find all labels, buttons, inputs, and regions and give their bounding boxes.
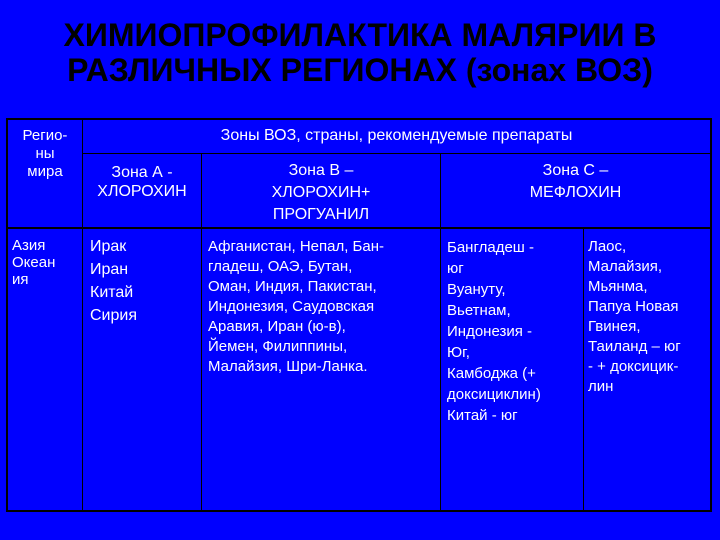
slide-title-line-1: ХИМИОПРОФИЛАКТИКА МАЛЯРИИ В xyxy=(63,17,657,53)
slide-title-line-2: РАЗЛИЧНЫХ РЕГИОНАХ (зонах ВОЗ) xyxy=(67,52,653,88)
zone-b-divider xyxy=(440,153,441,512)
zone-c-inner-divider xyxy=(583,229,584,512)
table-border-top xyxy=(6,118,712,120)
zones-header-divider xyxy=(82,153,712,154)
header-zone-a: Зона А - ХЛОРОХИН xyxy=(97,164,187,200)
header-zones: Зоны ВОЗ, страны, рекомендуемые препараты xyxy=(220,127,573,144)
header-zone-c: Зона С – МЕФЛОХИН xyxy=(529,162,622,201)
region-asia-oceania: Азия Океан ия xyxy=(12,237,56,288)
header-zone-b: Зона В – ХЛОРОХИН+ ПРОГУАНИЛ xyxy=(271,162,371,223)
slide-title xyxy=(0,18,720,88)
zone-c-countries-2: Лаос, Малайзия, Мьянма, Папуа Новая Гвинея, Таиланд – юг - + доксицик- лин xyxy=(588,238,681,395)
zone-a-countries: Ирак Иран Китай Сирия xyxy=(90,238,137,324)
zone-b-countries: Афганистан, Непал, Бан- гладеш, ОАЭ, Бутан, Оман, Индия, Пакистан, Индонезия, Саудовская Аравия, Иран (ю-в), Йемен, Филиппины, Малайзия, Шри-Ланка. xyxy=(208,238,385,375)
zone-c-countries-1: Бангладеш - юг Вуануту, Вьетнам, Индонезия - Юг, Камбоджа (+ доксициклин) Китай - юг xyxy=(447,239,541,424)
header-regions: Регио- ны мира xyxy=(22,127,68,180)
header-body-divider xyxy=(6,227,712,229)
table-border-bottom xyxy=(6,510,712,512)
table-border-right xyxy=(710,118,712,512)
